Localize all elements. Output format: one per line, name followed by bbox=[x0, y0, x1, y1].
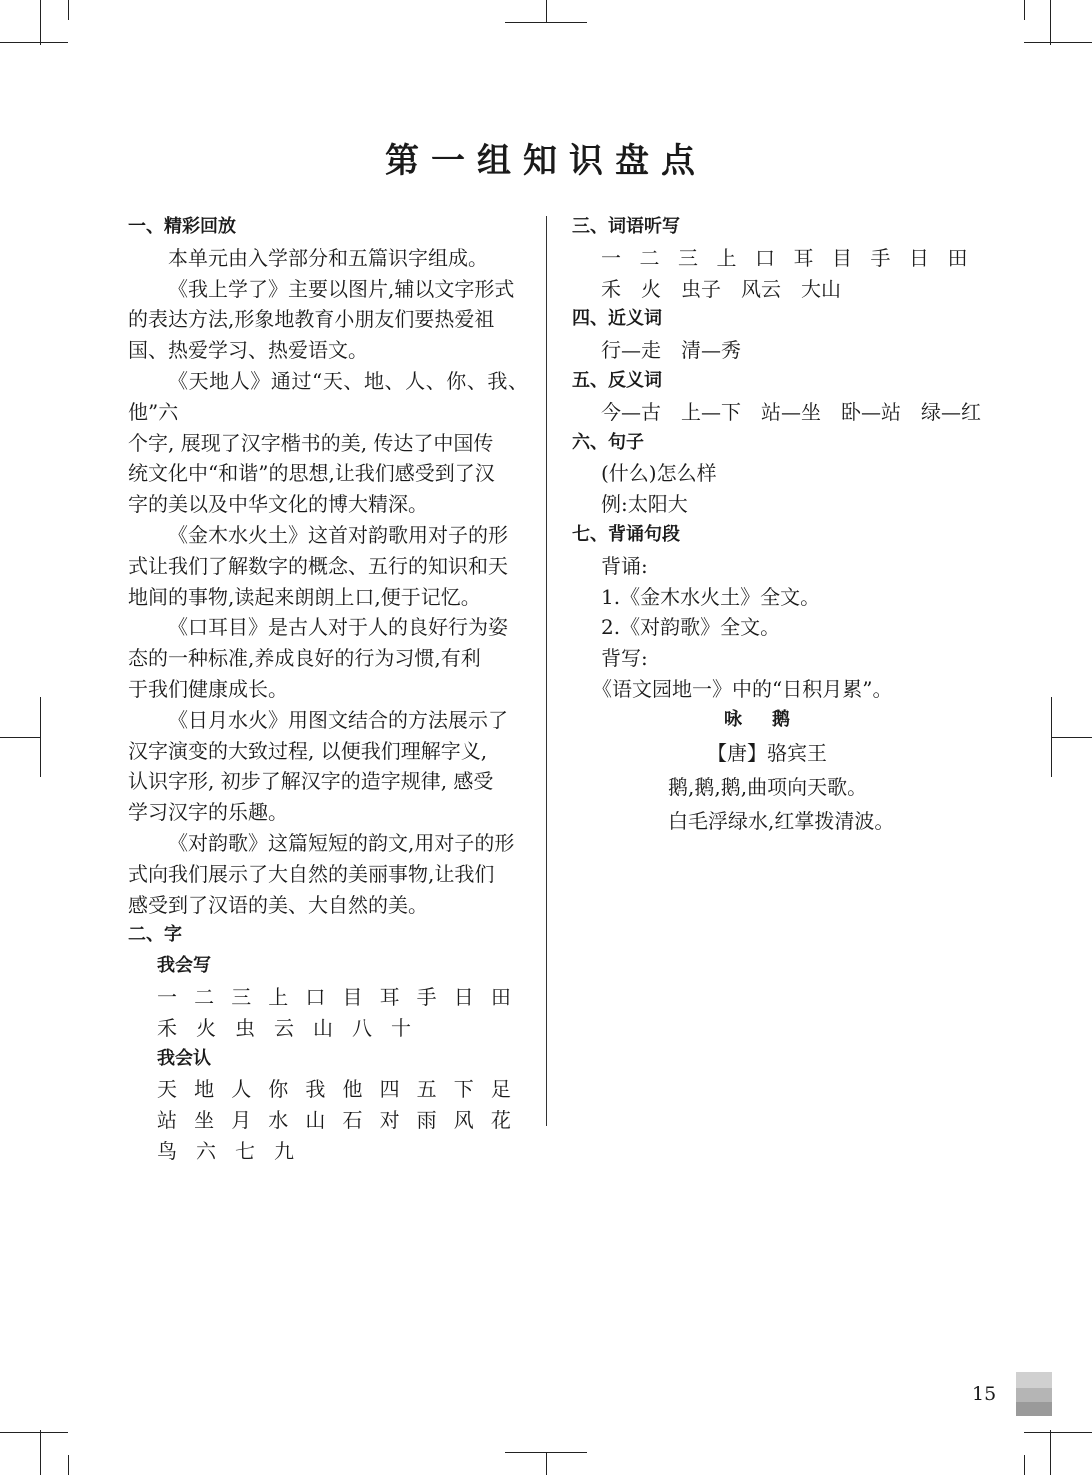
dictation-row: 一 二 三 上 口 耳 目 手 日 田 bbox=[601, 245, 968, 270]
section-heading: 七、背诵句段 bbox=[572, 523, 680, 545]
crop-mark bbox=[1050, 0, 1051, 45]
section-heading: 五、反义词 bbox=[572, 369, 662, 391]
crop-mark bbox=[1050, 1430, 1051, 1475]
crop-mark bbox=[40, 697, 41, 777]
crop-mark bbox=[40, 1430, 41, 1475]
poem-line: 鹅,鹅,鹅,曲项向天歌。 bbox=[668, 774, 868, 799]
paragraph-dui-yun-ge: 《对韵歌》这篇短短的韵文,用对子的形 式向我们展示了大自然的美丽事物,让我们 感受到了汉语的美、大自然的美。 bbox=[128, 830, 515, 917]
paragraph-tian-di-ren: 《天地人》通过“天、地、人、你、我、他”六 个字, 展现了汉字楷书的美, 传达了中国传 统文化中“和谐”的思想,让我们感受到了汉 字的美以及中华文化的博大精深。 bbox=[128, 368, 528, 517]
paragraph-wo-shang-xue-le: 《我上学了》主要以图片,辅以文字形式 的表达方法,形象地教育小朋友们要热爱祖 国、热爱学习、热爱语文。 bbox=[128, 276, 515, 363]
char-row: 站 坐 月 水 山 石 对 雨 风 花 bbox=[157, 1108, 511, 1133]
section-heading: 四、近义词 bbox=[572, 308, 662, 330]
read-label: 我会认 bbox=[157, 1047, 211, 1069]
page-title: 第一组知识盘点 bbox=[385, 141, 707, 181]
sentence-pattern: (什么)怎么样 bbox=[601, 461, 717, 486]
crop-mark bbox=[0, 1432, 68, 1433]
synonyms: 行—走 清—秀 bbox=[601, 338, 741, 363]
antonyms: 今—古 上—下 站—坐 卧—站 绿—红 bbox=[601, 399, 981, 424]
paragraph-ri-yue-shui-huo: 《日月水火》用图文结合的方法展示了 汉字演变的大致过程, 以便我们理解字义, 认识字形, 初步了解汉字的造字规律, 感受 学习汉字的乐趣。 bbox=[128, 707, 508, 825]
crop-mark bbox=[1024, 0, 1025, 20]
crop-mark bbox=[1024, 42, 1092, 43]
paragraph-kou-er-mu: 《口耳目》是古人对于人的良好行为姿 态的一种标准,养成良好的行为习惯,有利 于我们健康成长。 bbox=[128, 615, 508, 701]
page-tab-segment bbox=[1016, 1388, 1052, 1402]
intro-paragraph: 本单元由入学部分和五篇识字组成。 bbox=[168, 245, 488, 270]
right-column bbox=[572, 212, 992, 838]
write-label: 我会写 bbox=[157, 955, 211, 977]
crop-mark bbox=[1052, 737, 1092, 738]
char-row: 天 地 人 你 我 他 四 五 下 足 bbox=[157, 1077, 511, 1102]
poem-author: 【唐】骆宾王 bbox=[707, 740, 827, 765]
section-heading: 一、精彩回放 bbox=[128, 216, 236, 237]
crop-mark bbox=[68, 1455, 69, 1475]
left-column bbox=[128, 212, 528, 1167]
section-heading: 三、词语听写 bbox=[572, 216, 680, 237]
crop-mark bbox=[1024, 1455, 1025, 1475]
crop-mark bbox=[0, 42, 68, 43]
page-tab-segment bbox=[1016, 1402, 1052, 1416]
crop-mark bbox=[1051, 697, 1052, 777]
recite-label: 背诵: bbox=[601, 553, 648, 578]
section-heading: 六、句子 bbox=[572, 431, 644, 453]
crop-mark bbox=[68, 0, 69, 20]
paragraph-jin-mu-shui-huo-tu: 《金木水火土》这首对韵歌用对子的形 式让我们了解数字的概念、五行的知识和天 地间的事物,读起来朗朗上口,便于记忆。 bbox=[128, 522, 508, 609]
dictation-words: 禾 火 虫子 风云 大山 bbox=[601, 276, 841, 301]
dictate-item: 《语文园地一》中的“日积月累”。 bbox=[592, 676, 893, 701]
char-row: 禾 火 虫 云 山 八 十 bbox=[157, 1015, 411, 1040]
dictate-label: 背写: bbox=[601, 646, 648, 671]
recite-item: 1.《金木水火土》全文。 bbox=[601, 584, 821, 609]
poem-line: 白毛浮绿水,红掌拨清波。 bbox=[668, 808, 895, 833]
char-row: 鸟 六 七 九 bbox=[157, 1138, 294, 1163]
crop-mark bbox=[40, 0, 41, 45]
crop-mark bbox=[0, 737, 40, 738]
page-tab-segment bbox=[1016, 1372, 1052, 1388]
crop-mark bbox=[1024, 1432, 1092, 1433]
column-divider bbox=[546, 216, 547, 1126]
page-number: 15 bbox=[972, 1383, 997, 1405]
sentence-example: 例:太阳大 bbox=[601, 492, 688, 517]
crop-mark bbox=[546, 0, 547, 23]
recite-item: 2.《对韵歌》全文。 bbox=[601, 615, 781, 640]
crop-mark bbox=[546, 1452, 547, 1475]
section-heading: 二、字 bbox=[128, 924, 182, 946]
char-row: 一 二 三 上 口 目 耳 手 日 田 bbox=[157, 984, 511, 1009]
poem-title: 咏鹅 bbox=[724, 708, 820, 730]
